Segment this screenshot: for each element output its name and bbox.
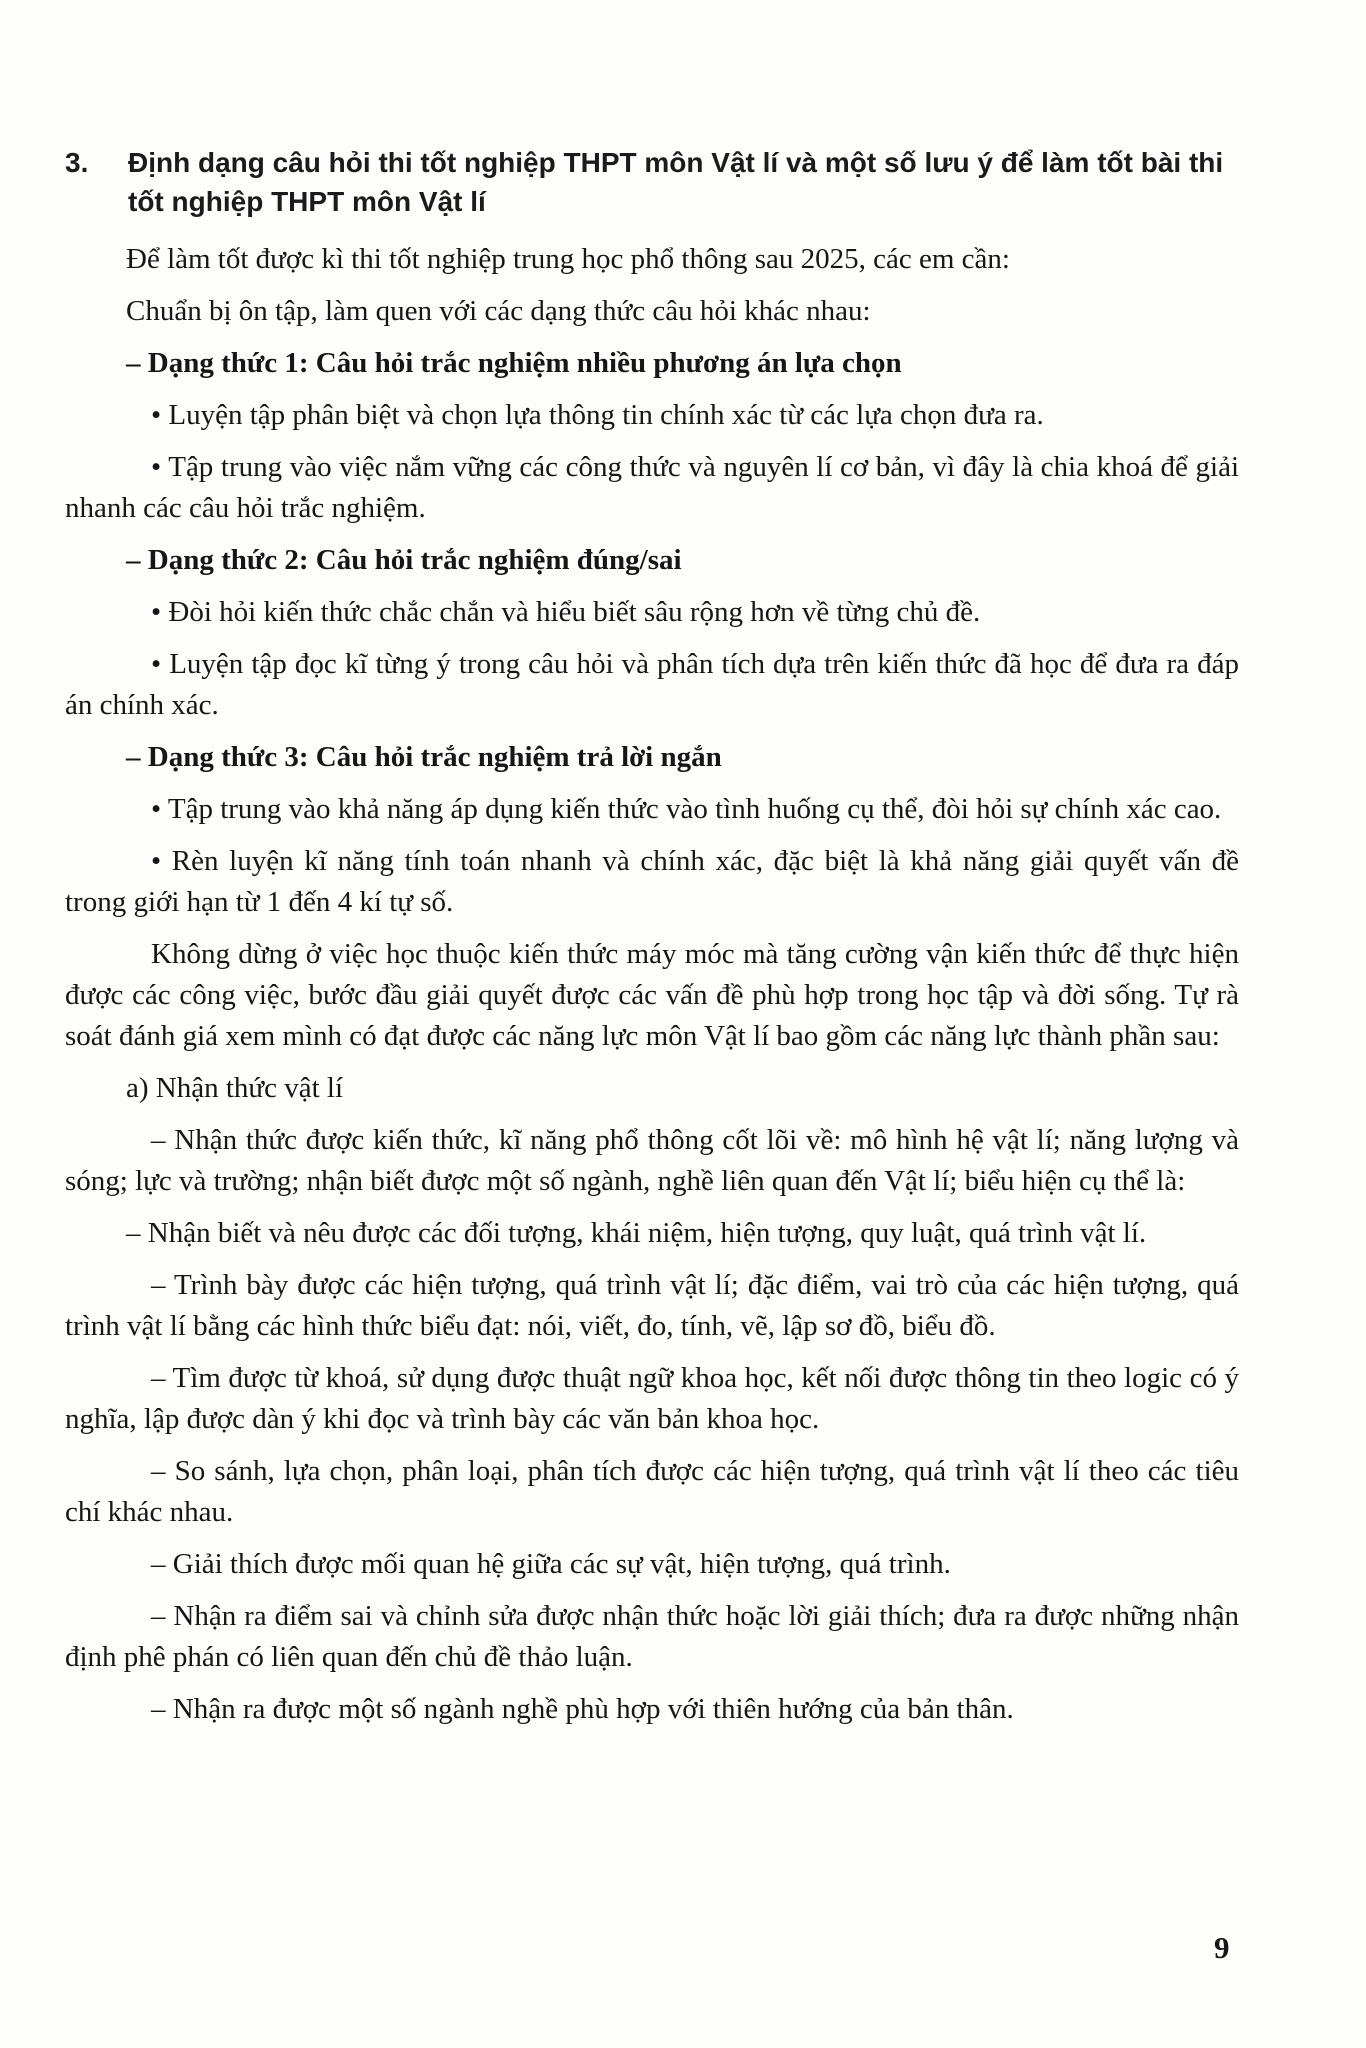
competency-item: – Nhận ra điểm sai và chỉnh sửa được nhận thức hoặc lời giải thích; đưa ra được những nhận định phê phán có liên quan đến chủ đề thảo luận. [65, 1600, 1239, 1673]
section-number: 3. [65, 147, 89, 178]
format-heading-2: – Dạng thức 2: Câu hỏi trắc nghiệm đúng/sai [126, 544, 682, 576]
format-bullet: • Luyện tập phân biệt và chọn lựa thông tin chính xác từ các lựa chọn đưa ra. [151, 399, 1044, 431]
format-bullet: • Tập trung vào khả năng áp dụng kiến thức vào tình huống cụ thể, đòi hỏi sự chính xác cao. [151, 793, 1222, 825]
competency-item: – Trình bày được các hiện tượng, quá trình vật lí; đặc điểm, vai trò của các hiện tượng, quá trình vật lí bằng các hình thức biểu đạt: nói, viết, đo, tính, vẽ, lập sơ đồ, biểu đồ. [65, 1269, 1239, 1342]
page-body [65, 143, 1239, 1730]
intro-paragraph: Chuẩn bị ôn tập, làm quen với các dạng thức câu hỏi khác nhau: [126, 295, 871, 327]
closing-paragraph: Không dừng ở việc học thuộc kiến thức máy móc mà tăng cường vận kiến thức để thực hiện được các công việc, bước đầu giải quyết được các vấn đề phù hợp trong học tập và đời sống. Tự rà soát đánh giá xem mình có đạt được các năng lực môn Vật lí bao gồm các năng lực thành phần sau: [65, 938, 1239, 1052]
section-title: Định dạng câu hỏi thi tốt nghiệp THPT môn Vật lí và một số lưu ý để làm tốt bài thi tốt nghiệp THPT môn Vật lí [128, 147, 1224, 217]
competency-item: – Giải thích được mối quan hệ giữa các sự vật, hiện tượng, quá trình. [151, 1548, 951, 1580]
competency-lead: – Nhận thức được kiến thức, kĩ năng phổ thông cốt lõi về: mô hình hệ vật lí; năng lượng và sóng; lực và trường; nhận biết được một số ngành, nghề liên quan đến Vật lí; biểu hiện cụ thể là: [65, 1124, 1239, 1197]
competency-item: – Tìm được từ khoá, sử dụng được thuật ngữ khoa học, kết nối được thông tin theo logic có ý nghĩa, lập được dàn ý khi đọc và trình bày các văn bản khoa học. [65, 1362, 1239, 1435]
competency-heading: a) Nhận thức vật lí [126, 1072, 344, 1104]
section-heading [65, 143, 1239, 221]
format-heading-1: – Dạng thức 1: Câu hỏi trắc nghiệm nhiều phương án lựa chọn [126, 347, 902, 379]
page-number: 9 [1214, 1930, 1230, 1965]
format-bullet: • Tập trung vào việc nắm vững các công thức và nguyên lí cơ bản, vì đây là chia khoá để giải nhanh các câu hỏi trắc nghiệm. [65, 451, 1239, 524]
format-bullet: • Rèn luyện kĩ năng tính toán nhanh và chính xác, đặc biệt là khả năng giải quyết vấn đề trong giới hạn từ 1 đến 4 kí tự số. [65, 845, 1239, 918]
competency-item: – Nhận biết và nêu được các đối tượng, khái niệm, hiện tượng, quy luật, quá trình vật lí. [126, 1217, 1147, 1249]
format-bullet: • Đòi hỏi kiến thức chắc chắn và hiểu biết sâu rộng hơn về từng chủ đề. [151, 596, 981, 628]
format-bullet: • Luyện tập đọc kĩ từng ý trong câu hỏi và phân tích dựa trên kiến thức đã học để đưa ra đáp án chính xác. [65, 648, 1239, 721]
format-heading-3: – Dạng thức 3: Câu hỏi trắc nghiệm trả lời ngắn [126, 741, 722, 773]
intro-paragraph: Để làm tốt được kì thi tốt nghiệp trung học phổ thông sau 2025, các em cần: [126, 243, 1010, 275]
competency-item: – So sánh, lựa chọn, phân loại, phân tích được các hiện tượng, quá trình vật lí theo các tiêu chí khác nhau. [65, 1455, 1239, 1528]
competency-item: – Nhận ra được một số ngành nghề phù hợp với thiên hướng của bản thân. [151, 1693, 1014, 1725]
